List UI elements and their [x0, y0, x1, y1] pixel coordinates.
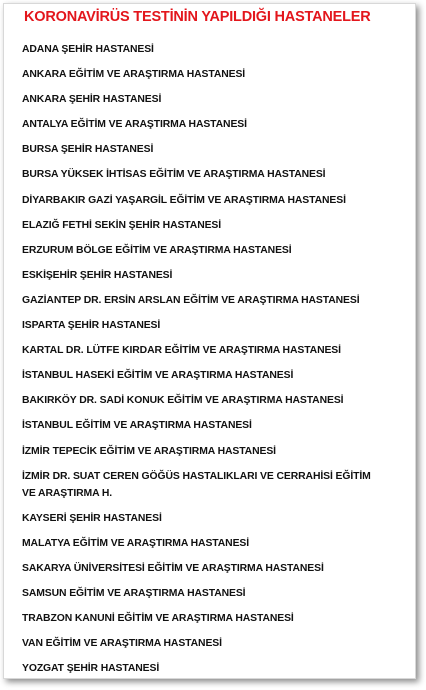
list-item: KARTAL DR. LÜTFE KIRDAR EĞİTİM VE ARAŞTIRMA HASTANESİ — [22, 345, 341, 357]
list-item: TRABZON KANUNİ EĞİTİM VE ARAŞTIRMA HASTANESİ — [22, 612, 294, 624]
document-sheet — [3, 3, 416, 679]
list-item: İSTANBUL EĞİTİM VE ARAŞTIRMA HASTANESİ — [22, 420, 252, 432]
list-item: ANKARA ŞEHİR HASTANESİ — [22, 94, 162, 106]
list-item: BURSA YÜKSEK İHTİSAS EĞİTİM VE ARAŞTIRMA HASTANESİ — [22, 169, 326, 181]
list-item: İZMİR DR. SUAT CEREN GÖĞÜS HASTALIKLARI VE CERRAHİSİ EĞİTİM VE ARAŞTIRMA H. — [22, 470, 371, 499]
list-item: MALATYA EĞİTİM VE ARAŞTIRMA HASTANESİ — [22, 537, 250, 549]
list-item: SAKARYA ÜNİVERSİTESİ EĞİTİM VE ARAŞTIRMA HASTANESİ — [22, 562, 324, 574]
list-item: ISPARTA ŞEHİR HASTANESİ — [22, 320, 161, 332]
list-item: İZMİR TEPECİK EĞİTİM VE ARAŞTIRMA HASTANESİ — [22, 445, 276, 457]
list-item: BAKIRKÖY DR. SADİ KONUK EĞİTİM VE ARAŞTIRMA HASTANESİ — [22, 395, 344, 407]
list-item: SAMSUN EĞİTİM VE ARAŞTIRMA HASTANESİ — [22, 587, 246, 599]
page-title: KORONAVİRÜS TESTİNİN YAPILDIĞI HASTANELER — [24, 9, 371, 25]
list-item: ADANA ŞEHİR HASTANESİ — [22, 44, 154, 55]
list-item: ESKİŞEHİR ŞEHİR HASTANESİ — [22, 269, 173, 281]
hospital-list — [22, 43, 407, 687]
list-item: YOZGAT ŞEHİR HASTANESİ — [22, 663, 160, 675]
list-item: ERZURUM BÖLGE EĞİTİM VE ARAŞTIRMA HASTANESİ — [22, 244, 292, 256]
list-item: İSTANBUL HASEKİ EĞİTİM VE ARAŞTIRMA HASTANESİ — [22, 370, 294, 382]
list-item: BURSA ŞEHİR HASTANESİ — [22, 144, 154, 156]
list-item: ANKARA EĞİTİM VE ARAŞTIRMA HASTANESİ — [22, 69, 246, 81]
list-item: ELAZIĞ FETHİ SEKİN ŞEHİR HASTANESİ — [22, 219, 222, 231]
list-item: GAZİANTEP DR. ERSİN ARSLAN EĞİTİM VE ARAŞTIRMA HASTANESİ — [22, 294, 360, 306]
list-item: KAYSERİ ŞEHİR HASTANESİ — [22, 512, 162, 524]
list-item: DİYARBAKIR GAZİ YAŞARGİL EĞİTİM VE ARAŞTIRMA HASTANESİ — [22, 194, 346, 206]
list-item: ANTALYA EĞİTİM VE ARAŞTIRMA HASTANESİ — [22, 119, 247, 131]
list-item: VAN EĞİTİM VE ARAŞTIRMA HASTANESİ — [22, 638, 222, 650]
